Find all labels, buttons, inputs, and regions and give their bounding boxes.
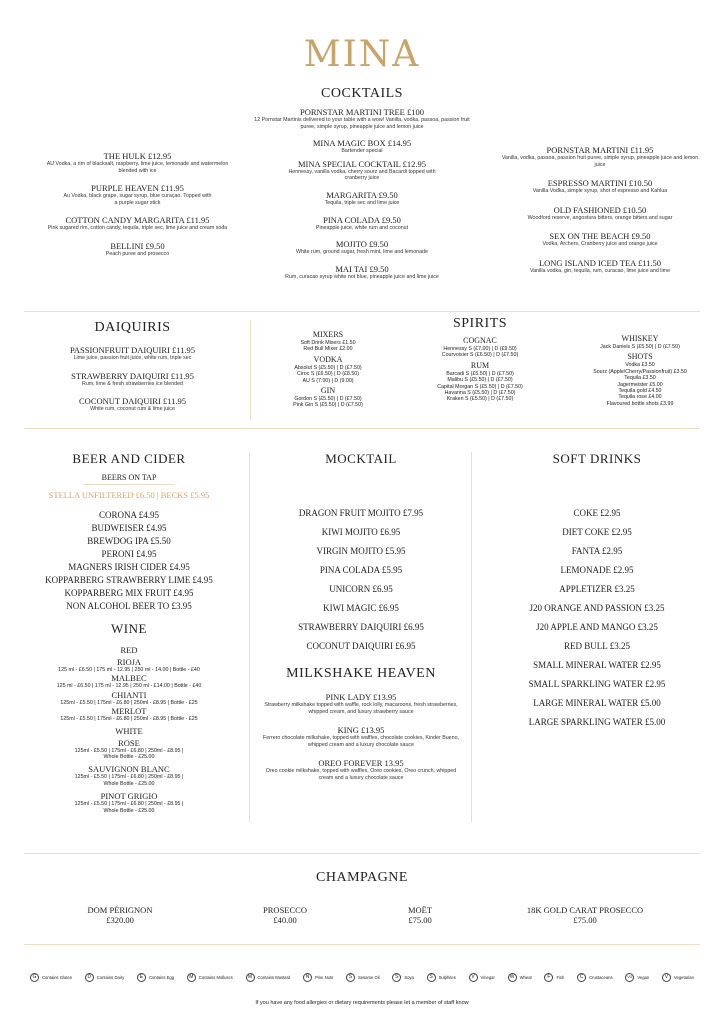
wine-section: WINE RED RIOJA 125 ml - £6.50 | 175 ml - 12.95 | 250 ml - 14.00 | Bottle - £40 MALBEC 125 ml - £6.50 | 175 ml - 12.95 | 250 ml - £14.00 | Bottle - £40 CHIANTI 125ml - £5.50 | 175ml - £6.80 | 250ml - £8.95 | Bottle - £25 MERLOT 125ml - £5.50 | 175ml - £6.80 | 250ml - £8.95 | Bottle - £25 WHITE ROSE 125ml - £5.50 | 175ml - £6.80 | 250ml - £8.95 | Whole Bottle - £25.00 SAUVIGNON BLANC 125ml - £5.50 | 175ml - £6.80 | 250ml - £8.95 | Whole Bottle - £25.00 PINOT GRIGIO 125ml - £5.50 | 175ml - £6.80 | 250ml - £8.95 | Whole Bottle - £25.00 — [24, 621, 234, 814]
nuts-icon: N — [303, 973, 312, 982]
allergen-item: V Vegetarian — [662, 973, 694, 982]
vinegar-icon: V — [469, 973, 478, 982]
menu-item: PASSIONFRUIT DAIQUIRI £11.95 Lime juice, passion fruit juice, white rum, triple sec — [69, 345, 196, 361]
allergen-item: W Wheat — [508, 973, 532, 982]
menu-item: STRAWBERRY DAIQUIRI £11.95 Rum, lime & fresh strawberries ice blended — [71, 370, 194, 387]
spirits-heading: SPIRITS — [452, 316, 508, 331]
menu-item: BELLINI £9.50 Peach puree and prosecco — [105, 240, 170, 257]
divider — [24, 311, 700, 312]
champagne-heading: CHAMPAGNE — [316, 870, 408, 885]
wheat-icon: W — [508, 973, 517, 982]
wine-item: RIOJA 125 ml - £6.50 | 175 ml - 12.95 | 250 ml - 14.00 | Bottle - £40 — [58, 657, 200, 673]
allergen-item: M Contains Mustard — [246, 973, 291, 982]
menu-item: OLD FASHIONED £10.50 Woodford reserve, angostura bitters, orange bitters and sugar — [527, 204, 673, 221]
cocktails-left-column — [45, 151, 230, 258]
allergen-item: C Crustaceans — [577, 973, 613, 982]
menu-item: OREO FOREVER 13.95 Oreo cookie milkshake, topped with waffles, Oreo cookies, Oreo crunch, whipped cream and a luxury chocolate sauce — [265, 758, 457, 781]
champagne-item: DOM PÉRIGNON £320.00 — [87, 905, 153, 925]
allergen-item: G Contains Gluten — [30, 973, 72, 982]
menu-item: MOJITO £9.50 White rum, ground sugar, fresh mint, lime and lemonade — [296, 239, 428, 256]
menu-item: ESPRESSO MARTINI £10.50 Vanilla Vodka, simple syrup, shot of espresso and Kahlua — [532, 178, 668, 195]
mocktail-list: DRAGON FRUIT MOJITO £7.95 KIWI MOJITO £6.95 VIRGIN MOJITO £5.95 PINA COLADA £5.95 UNICORN £6.95 KIWI MAGIC £6.95 STRAWBERRY DAIQUIRI £6.95 COCONUT DAIQUIRI £6.95 — [298, 508, 424, 651]
cocktails-right-column — [500, 145, 700, 275]
menu-item: SEX ON THE BEACH £9.50 Vodka, Archers, Cranberry juice and orange juice — [542, 231, 658, 248]
menu-item: COTTON CANDY MARGARITA £11.95 Pink sugared rim, cotton candy, tequila, triple sec, lime juice and cream soda — [47, 215, 228, 232]
crustaceans-icon: C — [577, 973, 586, 982]
vegan-icon: VG — [625, 973, 634, 982]
menu-item: PORNSTAR MARTINI £11.95 Vanilla, vodka, passoa, passion fruit puree, simple syrup, pineapple juice and lemon juice — [501, 145, 699, 168]
wine-item: MALBEC 125 ml - £6.50 | 175 ml - 12.95 | 250 ml - £14.00 | Bottle - £40 — [56, 673, 202, 690]
divider — [24, 428, 700, 429]
wine-heading: WINE — [111, 621, 147, 636]
soya-icon: S — [392, 973, 401, 982]
allergen-legend — [30, 973, 694, 982]
fish-icon: F — [544, 973, 553, 982]
menu-item: PINK LADY £13.95 Strawberry milkshake topped with waffle, rock lolly, macaroons, fresh strawberries, whipped cream, and luxury strawberry sauce — [264, 692, 458, 715]
dairy-icon: D — [85, 973, 94, 982]
beer-heading: BEER AND CIDER — [72, 451, 186, 466]
footer-note: If you have any food allergies or dietary requirements please let a member of staff know — [255, 1000, 469, 1006]
milkshake-heading: MILKSHAKE HEAVEN — [286, 666, 436, 681]
sulphites-icon: S — [427, 973, 436, 982]
allergen-item: E Contains Egg — [137, 973, 174, 982]
daiquiris-heading: DAIQUIRIS — [94, 320, 171, 335]
divider — [24, 944, 700, 945]
spirits-col-3: WHISKEY Jack Daniels S (£5.50) | D (£7.50) SHOTS Vodka £3.50 Sourz (Apple/Cherry/Passionfruit) £3.50 Tequila £3.50 Jagermeister £5.00 Tequila gold £4.50 Tequila rose £4.00 Flavoured bottle shots £3.99 — [593, 334, 687, 407]
allergen-item: V Vinegar — [469, 973, 495, 982]
menu-item: THE HULK £12.95 AU Vodka, a rim of blacksalt, raspberry, lime juice, lemonade and watermelon blended with ice — [46, 151, 229, 174]
mocktail-heading: MOCKTAIL — [325, 451, 397, 466]
champagne-item: MOËT £75.00 — [407, 905, 433, 925]
gluten-icon: G — [30, 973, 39, 982]
wine-item: CHIANTI 125ml - £5.50 | 175ml - £6.80 | 250ml - £8.95 | Bottle - £25 — [60, 689, 198, 706]
cocktails-center-column — [250, 107, 474, 288]
menu-item: MINA SPECIAL COCKTAIL £12.95 Hennessy, vanilla vodka, cherry sourz and Bacardi topped with cranberry juice — [288, 158, 436, 182]
allergen-item: D Contains Dairy — [85, 973, 124, 982]
allergen-item: N Pine Nuts — [303, 973, 333, 982]
allergen-item: S Sesame Oil — [346, 973, 380, 982]
wine-item: PINOT GRIGIO 125ml - £5.50 | 175ml - £6.80 | 250ml - £8.95 | Whole Bottle - £25.00 — [74, 791, 184, 814]
allergen-item: M Contains Molluscs — [187, 973, 233, 982]
divider — [250, 320, 251, 420]
divider — [24, 853, 700, 854]
mustard-icon: M — [246, 973, 255, 982]
milkshake-section — [255, 666, 467, 782]
vegetarian-icon: V — [662, 973, 671, 982]
allergen-item: S Sulphites — [427, 973, 456, 982]
allergen-item: VG Vegan — [627, 975, 650, 980]
cocktails-heading: COCKTAILS — [321, 86, 403, 101]
egg-icon: E — [137, 973, 146, 982]
wine-item: SAUVIGNON BLANC 125ml - £5.50 | 175ml - £6.80 | 250ml - £8.95 | Whole Bottle - £25.00 — [74, 764, 184, 787]
spirits-col-2: COGNAC Hennessy S (£7.00) | D (£9.50) Courvoisier S (£6.50) | D (£7.50) RUM Barcadi S (£5.50) | D (£7.50) Malibu S (£5.50) | D (£7.50) Capital Morgan S (£5.50) | D (£7.50) Havanna S (£5.50) | D (£7.50) Kraken S (£5.50) | D (£7.50) — [437, 336, 523, 403]
menu-item: LONG ISLAND ICED TEA £11.50 Vanilla vodka, gin, tequila, rum, curacao, lime juice and lime — [529, 257, 671, 274]
wine-item: ROSE 125ml - £5.50 | 175ml - £6.80 | 250ml - £8.95 | Whole Bottle - £25.00 — [74, 737, 184, 761]
soft-drinks-list: COKE £2.95 DIET COKE £2.95 FANTA £2.95 LEMONADE £2.95 APPLETIZER £3.25 J20 ORANGE AND PASSION £3.25 J20 APPLE AND MANGO £3.25 RED BULL £3.25 SMALL MINERAL WATER £2.95 SMALL SPARKLING WATER £2.95 LARGE MINERAL WATER £5.00 LARGE SPARKLING WATER £5.00 — [528, 508, 666, 727]
menu-item: MINA MAGIC BOX £14.95 Bartender special — [312, 138, 412, 155]
sesame-icon: S — [346, 973, 355, 982]
menu-item: KING £13.95 Ferrero chocolate milkshake, topped with waffles, chocolate cookies, Kinder Bueno, whipped cream and a luxury chocolate sauce — [263, 725, 459, 748]
menu-item: PORNSTAR MARTINI TREE £100 12 Pornstar Martinis delivered to your table with a wow! Vanilla, vodka, passoa, passion fruit puree, simple syrup, pineapple juice and lemon juice — [254, 107, 470, 130]
logo: MINA — [303, 34, 421, 75]
champagne-item: PROSECCO £40.00 — [263, 905, 307, 925]
spirits-col-1: MIXERS Soft Drink Mixers £1.50 Red Bull Mixer £2.00 VODKA Absolut S (£5.50) | D (£7.50) Ciroc S (£6.50) | D (£8.50) AU S (7.00) | D (9.00) GIN Gordon S (£5.50) | D (£7.50) Pink Gin S (£5.50) | D (£7.50) — [293, 330, 363, 409]
menu-item: COCONUT DAIQUIRI £11.95 White rum, coconut rum & lime juice — [79, 396, 186, 413]
wine-item: MERLOT 125ml - £5.50 | 175ml - £6.80 | 250ml - £8.95 | Bottle - £25 — [60, 706, 198, 723]
allergen-item: F Fish — [544, 973, 564, 982]
beer-section: BEER AND CIDER BEERS ON TAP STELLA UNFILTERED £6.50 | BECKS £5.95 CORONA £4.95 BUDWEISER £4.95 BREWDOG IPA £5.50 PERONI £4.95 MAGNERS IRISH CIDER £4.95 KOPPARBERG STRAWBERRY LIME £4.95 KOPPARBERG MIX FRUIT £4.95 NON ALCOHOL BEER TO £3.95 — [24, 451, 234, 612]
menu-item: MARGARITA £9.50 Tequila, triple sec and lime juice — [324, 189, 400, 206]
allergen-item: S Soya — [392, 973, 414, 982]
champagne-item: 18K GOLD CARAT PROSECCO £75.00 — [526, 905, 644, 925]
molluscs-icon: M — [187, 973, 196, 982]
menu-item: MAI TAI £9.50 Rum, curacao syrup white not blue, pineapple juice and lime juice — [285, 263, 439, 280]
menu-item: PINA COLADA £9.50 Pineapple juice, white rum and coconut — [315, 214, 409, 231]
menu-item: PURPLE HEAVEN £11.95 Au Vodka, black grape, sugar syrup, blue curaçao. Topped with a purple sugar stick — [63, 183, 212, 206]
daiquiris-section — [40, 320, 225, 413]
soft-drinks-heading: SOFT DRINKS — [552, 451, 642, 466]
